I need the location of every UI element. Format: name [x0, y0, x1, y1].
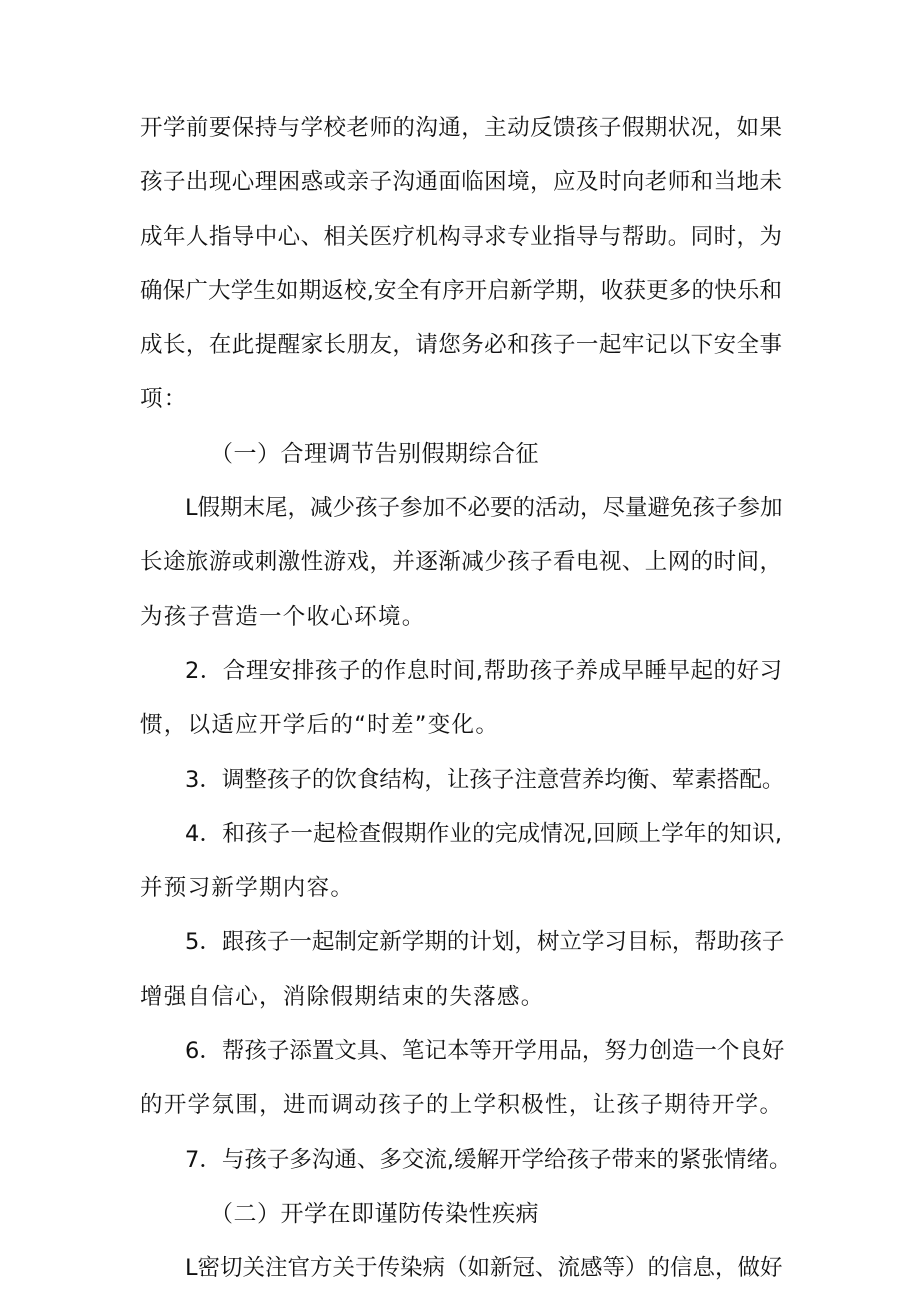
paragraph-line: 项：	[140, 386, 188, 413]
paragraph-line: 惯，以适应开学后的“时差”变化。	[140, 712, 500, 739]
list-item-5: 5．跟孩子一起制定新学期的计划，树立学习目标，帮助孩子	[185, 929, 785, 956]
paragraph-line: 成长，在此提醒家长朋友，请您务必和孩子一起牢记以下安全事	[140, 332, 782, 359]
list-item-1: L密切关注官方关于传染病（如新冠、流感等）的信息，做好	[185, 1255, 783, 1282]
paragraph-line: 孩子出现心理困惑或亲子沟通面临困境，应及时向老师和当地未	[140, 169, 782, 196]
section-heading-1: （一）合理调节告别假期综合征	[210, 440, 539, 467]
paragraph-line: 确保广大学生如期返校,安全有序开启新学期，收获更多的快乐和	[140, 277, 782, 304]
paragraph-line: 并预习新学期内容。	[140, 875, 355, 902]
paragraph-line: 增强自信心，消除假期结束的失落感。	[140, 983, 545, 1010]
paragraph-line: 的开学氛围，进而调动孩子的上学积极性，让孩子期待开学。	[140, 1092, 782, 1119]
paragraph-line: 开学前要保持与学校老师的沟通，主动反馈孩子假期状况，如果	[140, 115, 782, 141]
document-body	[140, 101, 792, 1296]
list-item-2: 2．合理安排孩子的作息时间,帮助孩子养成早睡早起的好习	[185, 657, 782, 684]
paragraph-line: 长途旅游或刺激性游戏，并逐渐减少孩子看电视、上网的时间，	[140, 549, 782, 576]
list-item-4: 4．和孩子一起检查假期作业的完成情况,回顾上学年的知识,	[185, 820, 782, 847]
list-item-6: 6．帮孩子添置文具、笔记本等开学用品，努力创造一个良好	[185, 1038, 785, 1065]
list-item-3: 3．调整孩子的饮食结构，让孩子注意营养均衡、荤素搭配。	[185, 766, 785, 793]
section-heading-2: （二）开学在即谨防传染性疾病	[210, 1200, 539, 1227]
list-item-7: 7．与孩子多沟通、多交流,缓解开学给孩子带来的紧张情绪。	[185, 1146, 792, 1173]
paragraph-line: 为孩子营造一个收心环境。	[140, 603, 426, 630]
list-item-1: L假期末尾，减少孩子参加不必要的活动，尽量避免孩子参加	[185, 495, 783, 522]
paragraph-line: 成年人指导中心、相关医疗机构寻求专业指导与帮助。同时，为	[140, 223, 782, 250]
